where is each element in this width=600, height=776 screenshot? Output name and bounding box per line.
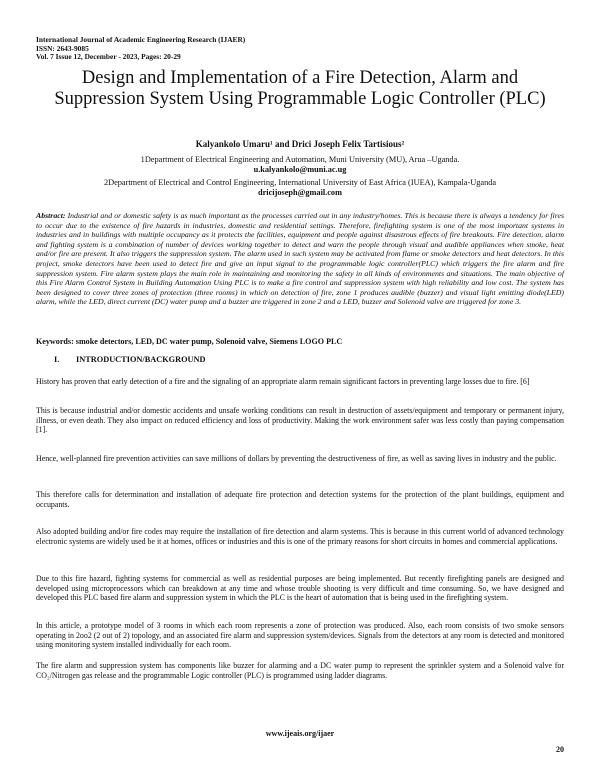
abstract-text: Industrial and or domestic safety is as much important as the processes carried out in any industry/homes. This is because there is always a tendency for fires to occur due to the existence of fire hazards in industries, domestic and residential settings. Therefore, firefighting system is one of the most important systems in industries and in buildings with multiple occupancy as it protects the facilities, equipment and people against disastrous effects of fire breakouts. Fire detection, alarm and fighting system is a combination of number of devices working together to detect and warn the people through visual and audible appliances when smoke, heat and/or fire are present. It also triggers the suppression system. The alarm used in such system may be activated from flame or smoke detectors and heat detectors. In this project, smoke detectors have been used to detect fire and give an input signal to the programmable logic controller(PLC) which triggers the fire alarm and fire suppression system. Fire alarm system plays the main role in maintaining and monitoring the safety in all kinds of environments and situations. The main objective of this Fire Alarm Control System in Building Automation Using PLC is to make a fire control and suppression system with high reliability and low cost. The system has been designed to cover three zones of protection (three rooms) in which on detection of fire, zone 1 produces audible (buzzer) and visual light emitting diode(LED) alarm, while the LED, direct current (DC) water pump and a buzzer are triggered in zone 2 and a LED, buzzer and Solenoid valve are triggered for zone 3. [36, 211, 564, 307]
paragraph: Due to this fire hazard, fighting systems for commercial as well as residential purposes are being implemented. But recently firefighting panels are designed and developed using microprocessors which can breakdown at any time and whose trouble shooting is very difficult and time consuming. So, we have designed and developed this PLC based fire alarm and suppression system in which the PLC is the heart of automation that is being used in the firefighting system. [36, 574, 564, 603]
keywords: Keywords: smoke detectors, LED, DC water pump, Solenoid valve, Siemens LOGO PLC [36, 337, 343, 346]
abstract-label: Abstract: [36, 211, 66, 220]
abstract [36, 211, 564, 307]
affiliation-2 [40, 178, 560, 198]
journal-volume: Vol. 7 Issue 12, December - 2023, Pages: 20-29 [36, 52, 181, 62]
paragraph: This is because industrial and/or domestic accidents and unsafe working conditions can result in destruction of assets/equipment and temporary or permanent injury, illness, or even death. They also impact on reduced efficiency and loss of productivity. Making the work environment safer was less costly than paying compensation [1]. [36, 406, 564, 435]
affiliation-2-text: 2Department of Electrical and Control Engineering, International University of East Africa (IUEA), Kampala-Uganda [103, 178, 497, 187]
section-title: INTRODUCTION/BACKGROUND [76, 355, 206, 364]
paragraph: In this article, a prototype model of 3 rooms in which each room represents a zone of protection was produced. Also, each room consists of two smoke sensors operating in 2oo2 (2 out of 2) topology, and an associated fire alarm and suppression system/devices. Signals from the detectors at any room is detected and monitored using monitoring system installed individually for each room. [36, 621, 564, 650]
paragraph: Also adopted building and/or fire codes may require the installation of fire detection and alarm systems. This is because in this current world of advanced technology electronic systems are widely used be it at homes, offices or industries and this is one of the primary reasons for short circuits in homes and commercial applications. [36, 527, 564, 546]
paragraph: History has proven that early detection of a fire and the signaling of an appropriate alarm remain significant factors in preventing large losses due to fire. [6] [36, 377, 530, 386]
paper-title: Design and Implementation of a Fire Detection, Alarm and Suppression System Using Programmable Logic Controller (PLC) [54, 68, 546, 109]
paragraph: Hence, well-planned fire prevention activities can save millions of dollars by preventing the destructiveness of fire, as well as saving lives in industry and the public. [36, 454, 557, 463]
affiliation-1 [40, 155, 560, 175]
section-number: I. [54, 355, 60, 364]
section-heading [54, 355, 206, 364]
email-2: dricijoseph@gmail.com [258, 188, 342, 197]
journal-issn: ISSN: 2643-9085 [36, 43, 89, 53]
journal-name: International Journal of Academic Engineering Research (IJAER) [36, 35, 246, 44]
paragraph: The fire alarm and suppression system has components like buzzer for alarming and a DC water pump to represent the sprinkler system and a Solenoid valve for CO₂/Nitrogen gas release and the programmable Logic controller (PLC) is programmed using ladder diagrams. [36, 661, 564, 680]
paragraph: This therefore calls for determination and installation of adequate fire protection and detection systems for the protection of the plant buildings, equipment and occupants. [36, 490, 564, 509]
affiliation-1-text: 1Department of Electrical Engineering and Automation, Muni University (MU), Arua –Uganda. [140, 155, 460, 164]
page-number: 20 [556, 745, 564, 754]
paper-authors: Kalyankolo Umaru¹ and Drici Joseph Felix Tartisious² [195, 139, 405, 149]
journal-header [36, 36, 245, 62]
email-1: u.kalyankolo@muni.ac.ug [253, 165, 347, 174]
footer-url: www.ijeais.org/ijaer [265, 729, 335, 738]
